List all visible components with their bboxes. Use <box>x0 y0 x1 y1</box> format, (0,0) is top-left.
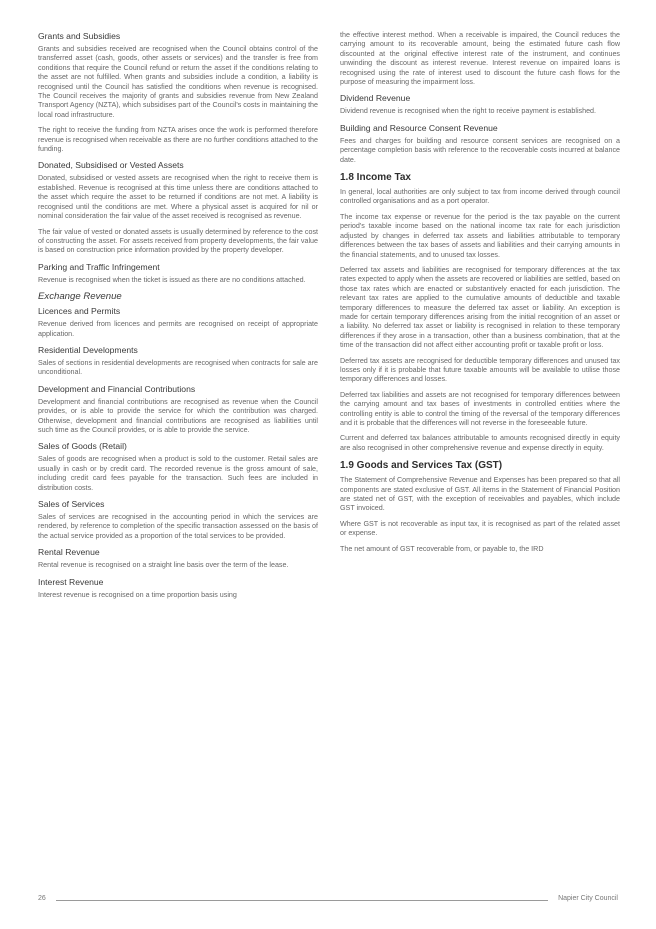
paragraph-residential: Sales of sections in residential developments are recognised when contracts for sale are unconditional. <box>38 358 318 377</box>
heading-income-tax: 1.8 Income Tax <box>340 172 411 184</box>
heading-residential: Residential Developments <box>38 344 138 355</box>
paragraph-parking: Revenue is recognised when the ticket is issued as there are no conditions attached. <box>38 275 306 284</box>
paragraph-grants-1: Grants and subsidies received are recognised when the Council obtains control of the transferred asset (cash, goods, other assets or services) and the transfer is free from conditions that require the Council refund or return the asset if the conditions relating to the asset are not fulfilled. When grants and subsidies include a condition, a liability is recognised until the Council has satisfied the conditions when revenue is recognised. The Council receives the majority of grants and subsidies revenue from New Zealand Transport Agency (NZTA), which subsidises part of the Council's costs in maintaining the local road infrastructure. <box>38 45 318 119</box>
paragraph-interest-continued: the effective interest method. When a receivable is impaired, the Council reduces the carrying amount to its recoverable amount, being the estimated future cash flow discounted at the original effective interest rate of the instrument, and continues unwinding the discount as interest revenue. Interest revenue on impaired loans is recognised using the rate of interest used to discount the future cash flows for the purpose of measuring the impairment loss. <box>340 31 620 87</box>
paragraph-tax-3: Deferred tax assets and liabilities are recognised for temporary differences at the tax rates expected to apply when the assets are recovered or liabilities are settled, based on those tax rates which are enacted or substantively enacted for each jurisdiction. The relevant tax rates are applied to the cumulative amounts of deductible and taxable temporary differences to measure the deferred tax asset or liability. An exception is made for certain temporary differences arising from the initial recognition of an asset or a liability. No deferred tax asset or liability is recognised in relation to these temporary differences if they arose in a transaction, other than a business combination, that at the time of the transaction did not affect either accounting profit or taxable profit or loss. <box>340 265 620 350</box>
heading-dividend: Dividend Revenue <box>340 93 411 104</box>
paragraph-gst-2: Where GST is not recoverable as input tax, it is recognised as part of the related asset or expense. <box>340 519 620 538</box>
footer-rule <box>56 900 548 901</box>
right-column <box>340 31 620 560</box>
footer-organisation: Napier City Council <box>558 895 618 902</box>
heading-donated-assets: Donated, Subsidised or Vested Assets <box>38 160 184 171</box>
paragraph-building-consent: Fees and charges for building and resource consent services are recognised on a percentage completion basis with reference to the recoverable costs incurred at balance date. <box>340 136 620 164</box>
paragraph-gst-3: The net amount of GST recoverable from, or payable to, the IRD <box>340 544 544 553</box>
paragraph-tax-6: Current and deferred tax balances attributable to amounts recognised directly in equity are also recognised in other comprehensive revenue and expense directly in equity. <box>340 434 620 452</box>
heading-rental: Rental Revenue <box>38 547 100 558</box>
paragraph-sales-goods: Sales of goods are recognised when a product is sold to the customer. Retail sales are usually in cash or by credit card. The recorded revenue is the gross amount of sale, including credit card fees payable for the transaction. Such fees are included in distribution costs. <box>38 455 318 492</box>
heading-building-consent: Building and Resource Consent Revenue <box>340 122 498 133</box>
heading-gst: 1.9 Goods and Services Tax (GST) <box>340 460 503 472</box>
paragraph-donated-2: The fair value of vested or donated assets is usually determined by reference to the cost of constructing the asset. For assets received from property developments, the fair value is based on construction price information provided by the property developer. <box>38 227 318 255</box>
paragraph-donated-1: Donated, subsidised or vested assets are recognised when the right to receive them is established. Revenue is recognised at this time unless there are conditions attached to the asset which require the asset to be returned if conditions are not met. A liability is recognised until the conditions are met. Where a physical asset is acquired for nil or nominal consideration the fair value of the asset received is recognised as revenue. <box>38 174 318 221</box>
heading-grants: Grants and Subsidies <box>38 31 121 41</box>
page-footer <box>38 895 618 907</box>
paragraph-tax-2: The income tax expense or revenue for the period is the tax payable on the current period's taxable income based on the national income tax rate for each jurisdiction adjusted by changes in deferred tax assets and liabilities attributable to temporary differences between the tax bases of assets and liabilities and their carrying amounts in the financial statements, and to unused tax losses. <box>340 212 620 259</box>
left-column <box>38 31 318 606</box>
paragraph-tax-5: Deferred tax liabilities and assets are not recognised for temporary differences between the carrying amount and tax bases of investments in controlled entities where the controlling entity is able to control the timing of the reversal of the temporary differences and it is probable that the differences will not reverse in the foreseeable future. <box>340 390 620 427</box>
paragraph-licences: Revenue derived from licences and permits are recognised on receipt of appropriate application. <box>38 320 318 338</box>
paragraph-grants-2: The right to receive the funding from NZTA arises once the work is performed therefore revenue is recognised when receivable as there are no further conditions attached to the funding. <box>38 126 318 154</box>
heading-exchange-revenue: Exchange Revenue <box>38 291 122 303</box>
heading-parking: Parking and Traffic Infringement <box>38 261 160 272</box>
heading-interest: Interest Revenue <box>38 576 104 587</box>
heading-licences: Licences and Permits <box>38 306 121 317</box>
paragraph-gst-1: The Statement of Comprehensive Revenue and Expenses has been prepared so that all components are stated exclusive of GST. All items in the Statement of Financial Position are stated net of GST, with the exception of receivables and payables, which include GST invoiced. <box>340 476 620 513</box>
heading-sales-services: Sales of Services <box>38 499 105 509</box>
paragraph-development: Development and financial contributions are recognised as revenue when the Council provides, or is able to provide the service for which the contribution was charged. Otherwise, development and financial contributions are recognised as liabilities until such time as the Council provides, or is able to provide the service. <box>38 397 318 434</box>
heading-development: Development and Financial Contributions <box>38 383 196 394</box>
paragraph-rental: Rental revenue is recognised on a straight line basis over the term of the lease. <box>38 561 289 570</box>
paragraph-tax-4: Deferred tax assets are recognised for deductible temporary differences and unused tax losses only if it is probable that future taxable amounts will be available to utilise those temporary differences and losses. <box>340 356 620 384</box>
paragraph-dividend: Dividend revenue is recognised when the right to receive payment is established. <box>340 107 597 116</box>
paragraph-sales-services: Sales of services are recognised in the accounting period in which the services are rendered, by reference to completion of the specific transaction assessed on the basis of the actual service provided as a proportion of the total services to be provided. <box>38 513 318 540</box>
paragraph-tax-1: In general, local authorities are only subject to tax from income derived through council controlled organisations and as a port operator. <box>340 188 620 206</box>
heading-sales-goods: Sales of Goods (Retail) <box>38 441 127 452</box>
page-number: 26 <box>38 895 46 902</box>
paragraph-interest: Interest revenue is recognised on a time proportion basis using <box>38 590 237 599</box>
